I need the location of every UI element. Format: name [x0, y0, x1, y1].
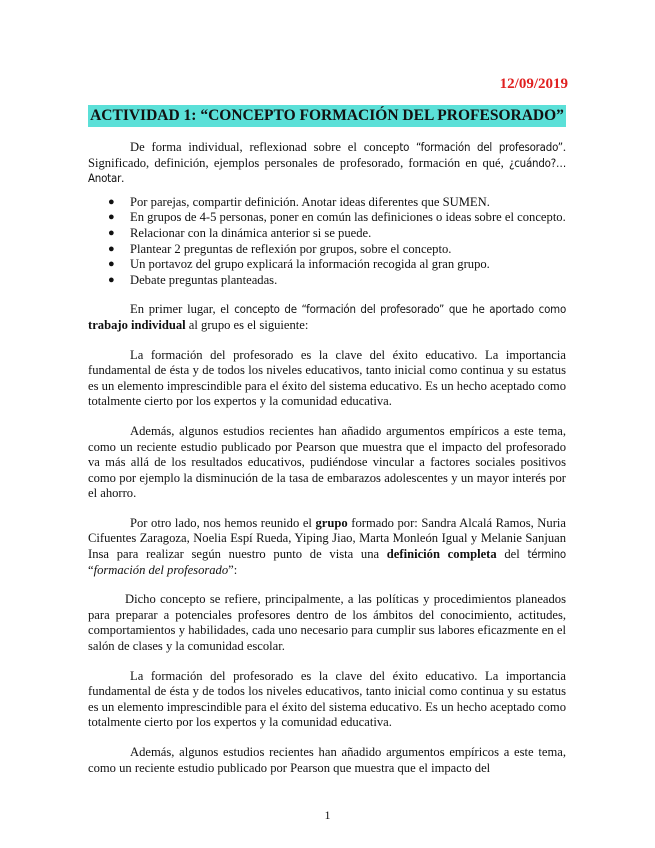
- term-italic: formación del profesorado: [93, 562, 229, 577]
- intro-paragraph: [88, 140, 566, 187]
- first-text: En primer lugar, el: [130, 302, 235, 317]
- list-item: [108, 241, 566, 258]
- group-members: formado por: Sandra Alcalá Ramos, Nuria Cifuentes Zaragoza, Noelia Espí Rueda, Yiping Jiao, Marta Monleón Igual y Melanie Sanjuan Insa para realizar según nuestro punto de vista una: [88, 515, 566, 562]
- steps-list: [88, 195, 566, 289]
- bullet-icon: ●: [108, 226, 115, 239]
- definition-paragraph-1: La formación del profesorado es la clave del éxito educativo. La importancia fundamental de ésta y de todos los niveles educativos, tanto inicial como continua y su estatus es un elemento imprescindible para el éxito del sistema educativo. Es un hecho aceptado como totalmente cierto por los expertos y la comunidad educativa.: [88, 347, 566, 409]
- definition-paragraph-2: Además, algunos estudios recientes han añadido argumentos empíricos a este tema, como un reciente estudio publicado por Pearson que muestra que el impacto del profesorado va más allá de los resultados educativos, pudiéndose vincular a factores sociales positivos como por ejemplo la disminución de la tasa de embarazos adolescentes y un mayor interés por el ahorro.: [88, 423, 566, 501]
- list-item-text: Plantear 2 preguntas de reflexión por grupos, sobre el concepto.: [130, 241, 452, 256]
- bullet-icon: ●: [108, 211, 115, 224]
- intro-end: .: [121, 171, 125, 186]
- list-item: [108, 225, 566, 242]
- page-number: 1: [324, 808, 331, 822]
- definition-paragraph-5: Además, algunos estudios recientes han añadido argumentos empíricos a este tema, como un reciente estudio publicado por Pearson que muestra que el impacto del: [88, 745, 566, 775]
- bullet-icon: ●: [108, 195, 115, 208]
- definition-paragraph-4: La formación del profesorado es la clave del éxito educativo. La importancia fundamental de ésta y de todos los niveles educativos, tanto inicial como continua y su estatus es un elemento imprescindible para el éxito del sistema educativo. Es un hecho aceptado como totalmente cierto por los expertos y la comunidad educativa.: [88, 668, 566, 730]
- individual-work-label: trabajo individual: [88, 317, 186, 332]
- definition-paragraph-3: Dicho concepto se refiere, principalmente, a las políticas y procedimientos planeados para preparar a potenciales profesores dentro de los ámbitos del conocimiento, actitudes, comportamientos y habilidades, cada uno necesario para cumplir sus labores eficazmente en el salón de clases y la comunidad escolar.: [88, 592, 566, 654]
- first-place-paragraph: [88, 302, 566, 333]
- term-word: término: [527, 547, 566, 562]
- group-text: Por otro lado, nos hemos reunido el: [130, 515, 316, 530]
- intro-question: ¿cuándo?… Anotar: [88, 155, 566, 186]
- bullet-icon: ●: [108, 273, 115, 286]
- document-date: 12/09/2019: [499, 76, 568, 92]
- activity-title: ACTIVIDAD 1: “CONCEPTO FORMACIÓN DEL PROFESORADO”: [88, 105, 566, 127]
- group-text-c: del: [496, 547, 528, 562]
- group-label: grupo: [315, 515, 348, 530]
- list-item-text: Debate preguntas planteadas.: [130, 272, 278, 287]
- list-item: [108, 257, 566, 273]
- group-quote-close: ”:: [228, 562, 238, 577]
- intro-text-2: . Significado, definición, ejemplos personales de profesorado, formación en qué,: [88, 140, 566, 170]
- list-item: [108, 210, 566, 226]
- complete-definition-label: definición completa: [386, 547, 497, 562]
- list-item-text: Por parejas, compartir definición. Anotar ideas diferentes que SUMEN.: [130, 194, 490, 209]
- list-item-text: Relacionar con la dinámica anterior si se puede.: [130, 225, 372, 240]
- list-item: [108, 272, 566, 289]
- first-text-end: al grupo es el siguiente:: [185, 317, 309, 332]
- first-concept: concepto de “formación del profesorado” que he aportado como: [234, 302, 567, 317]
- list-item: [108, 194, 566, 211]
- intro-text: De forma individual, reflexionad sobre el concep: [130, 140, 400, 154]
- group-quote-open: “: [88, 562, 94, 577]
- intro-concept: to “formación del profesorado”: [399, 140, 563, 154]
- document-body: [88, 140, 566, 790]
- group-paragraph: [88, 516, 566, 578]
- bullet-icon: ●: [108, 242, 115, 255]
- bullet-icon: ●: [108, 258, 115, 271]
- list-item-text: Un portavoz del grupo explicará la información recogida al gran grupo.: [130, 257, 490, 272]
- list-item-text: En grupos de 4-5 personas, poner en común las definiciones o ideas sobre el concepto.: [130, 210, 566, 225]
